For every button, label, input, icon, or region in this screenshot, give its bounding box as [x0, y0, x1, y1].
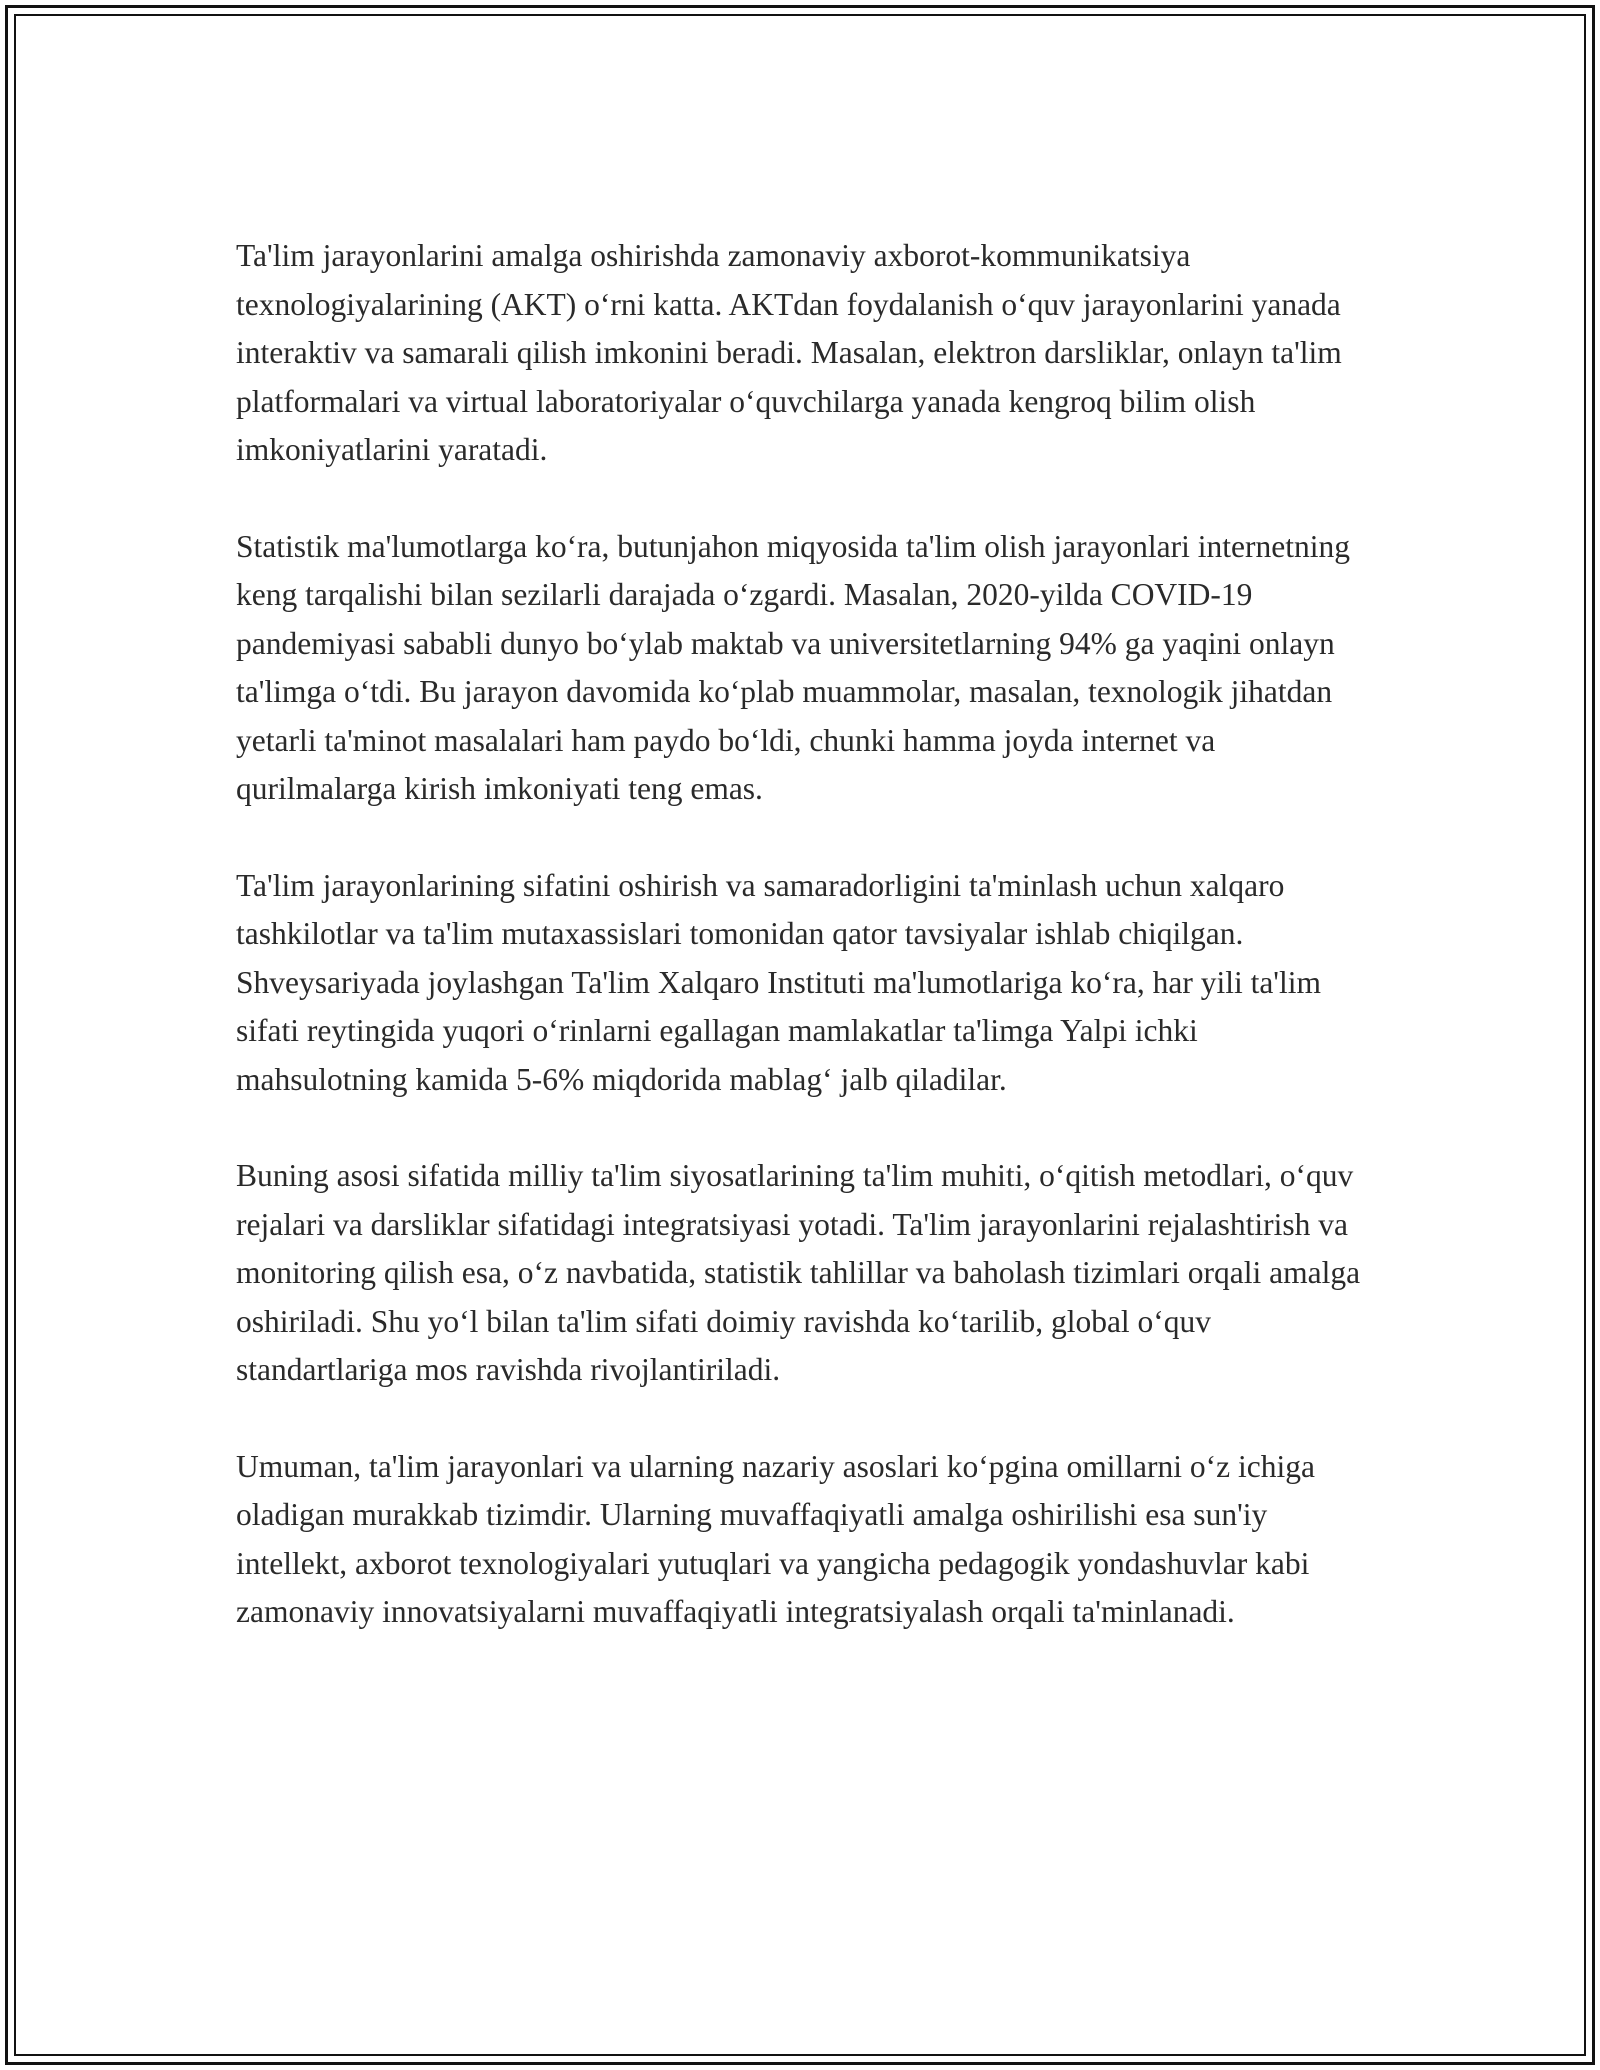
paragraph-5: Umuman, ta'lim jarayonlari va ularning nazariy asoslari ko‘pgina omillarni o‘z ichiga oladigan murakkab tizimdir. Ularning muvaffaqiyatli amalga oshirilishi esa sun'iy intellekt, axborot texnologiyalari yutuqlari va yangicha pedagogik yondashuvlar kabi zamonaviy innovatsiyalarni muvaffaqiyatli integratsiyalash orqali ta'minlanadi.	[236, 1448, 1315, 1629]
paragraph-4: Buning asosi sifatida milliy ta'lim siyosatlarining ta'lim muhiti, o‘qitish metodlari, o‘quv rejalari va darsliklar sifatidagi integratsiyasi yotadi. Ta'lim jarayonlarini rejalashtirish va monitoring qilish esa, o‘z navbatida, statistik tahlillar va baholash tizimlari orqali amalga oshiriladi. Shu yo‘l bilan ta'lim sifati doimiy ravishda ko‘tarilib, global o‘quv standartlariga mos ravishda rivojlantiriladi.	[236, 1158, 1361, 1387]
paragraph-3: Ta'lim jarayonlarining sifatini oshirish va samaradorligini ta'minlash uchun xalqaro tashkilotlar va ta'lim mutaxassislari tomonidan qator tavsiyalar ishlab chiqilgan. Shveysariyada joylashgan Ta'lim Xalqaro Instituti ma'lumotlariga ko‘ra, har yili ta'lim sifati reytingida yuqori o‘rinlarni egallagan mamlakatlar ta'limga Yalpi ichki mahsulotning kamida 5-6% miqdorida mablag‘ jalb qiladilar.	[236, 867, 1321, 1097]
paragraph-2: Statistik ma'lumotlarga ko‘ra, butunjahon miqyosida ta'lim olish jarayonlari internetning keng tarqalishi bilan sezilarli darajada o‘zgardi. Masalan, 2020-yilda COVID-19 pandemiyasi sababli dunyo bo‘ylab maktab va universitetlarning 94% ga yaqini onlayn ta'limga o‘tdi. Bu jarayon davomida ko‘plab muammolar, masalan, texnologik jihatdan yetarli ta'minot masalalari ham paydo bo‘ldi, chunki hamma joyda internet va qurilmalarga kirish imkoniyati teng emas.	[236, 528, 1350, 806]
document-body	[236, 232, 1376, 1685]
paragraph-1: Ta'lim jarayonlarini amalga oshirishda zamonaviy axborot-kommunikatsiya texnologiyalarining (AKT) o‘rni katta. AKTdan foydalanish o‘quv jarayonlarini yanada interaktiv va samarali qilish imkonini beradi. Masalan, elektron darsliklar, onlayn ta'lim platformalari va virtual laboratoriyalar o‘quvchilarga yanada kengroq bilim olish imkoniyatlarini yaratadi.	[236, 238, 1342, 467]
